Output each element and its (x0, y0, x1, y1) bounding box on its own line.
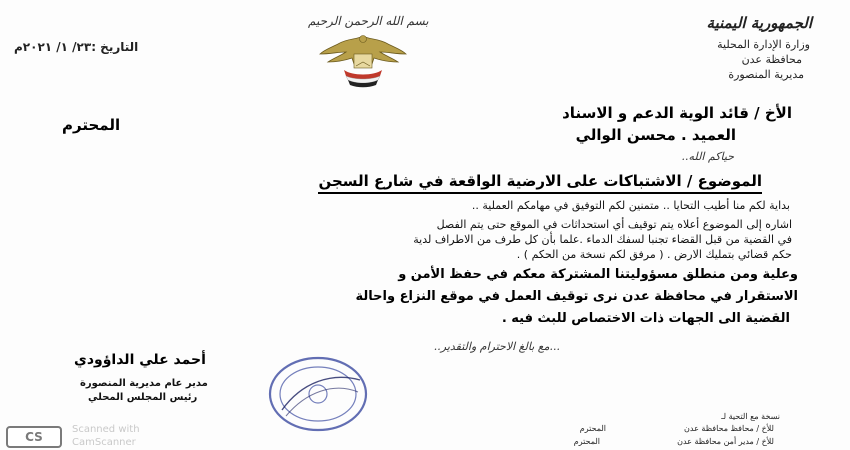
signatory-name: أحمد علي الداؤودي (74, 352, 206, 368)
copy-item-1: للأخ / محافظ محافظة عدن (684, 424, 774, 433)
subject-line: الموضوع / الاشتباكات على الارضية الواقعة في شارع السجن (318, 172, 762, 194)
honorific-label: المحترم (62, 116, 121, 134)
copy-item-1-note: المحترم (579, 424, 606, 433)
body-bold-line-1: وعلية ومن منطلق مسؤوليتنا المشتركة معكم في حفظ الأمن و (398, 267, 798, 282)
copies-heading: نسخة مع التحية لـ (721, 412, 780, 421)
camscanner-badge: CS (6, 426, 62, 448)
signatory-title-2: رئيس المجلس المحلي (88, 392, 198, 403)
governorate-name: محافظة عدن (741, 53, 802, 66)
copy-item-2-note: المحترم (573, 437, 600, 446)
ministry-name: وزارة الإدارة المحلية (717, 38, 810, 51)
copy-item-2: للأخ / مدير أمن محافظة عدن (677, 437, 774, 446)
republic-title: الجمهورية اليمنية (706, 14, 812, 32)
body-bold-line-3: القضية الى الجهات ذات الاختصاص للبث فيه . (501, 311, 790, 326)
body-bold-line-2: الاستقرار في محافظة عدن نرى توقيف العمل في موقع النزاع واحالة (355, 289, 798, 304)
district-name: مديرية المنصورة (728, 68, 804, 81)
body-line-3: في القضية من قبل القضاء تجنبا لسفك الدماء .علما بأن كل طرف من الاطراف لدية (413, 233, 792, 246)
body-line-1: بداية لكم منا أطيب التحايا .. متمنين لكم التوفيق في مهامكم العملية .. (471, 199, 790, 212)
closing-text: ...مع بالغ الاحترام والتقدير.. (433, 340, 560, 353)
addressee-name: العميد . محسن الوالي (575, 126, 736, 144)
document-date: التاريخ :٢٣/ ١/ ٢٠٢١م (14, 40, 139, 54)
scanner-watermark-line-1: Scanned with (72, 424, 140, 435)
eagle-emblem-icon (318, 30, 408, 92)
basmala: بسم الله الرحمن الرحيم (308, 14, 429, 28)
greeting-text: حياكم الله.. (681, 150, 734, 163)
body-line-4: حكم قضائي بتمليك الارض . ( مرفق لكم نسخة من الحكم ) . (516, 248, 792, 261)
body-line-2: اشاره إلى الموضوع أعلاه يتم توقيف أي استحداثات في الموقع حتى يتم الفصل (436, 218, 792, 231)
scanner-watermark-line-2: CamScanner (72, 437, 136, 448)
addressee-line: الأخ / قائد الوية الدعم و الاسناد (562, 104, 792, 122)
signatory-title-1: مدير عام مديرية المنصورة (80, 378, 208, 389)
official-stamp-icon (262, 352, 372, 436)
